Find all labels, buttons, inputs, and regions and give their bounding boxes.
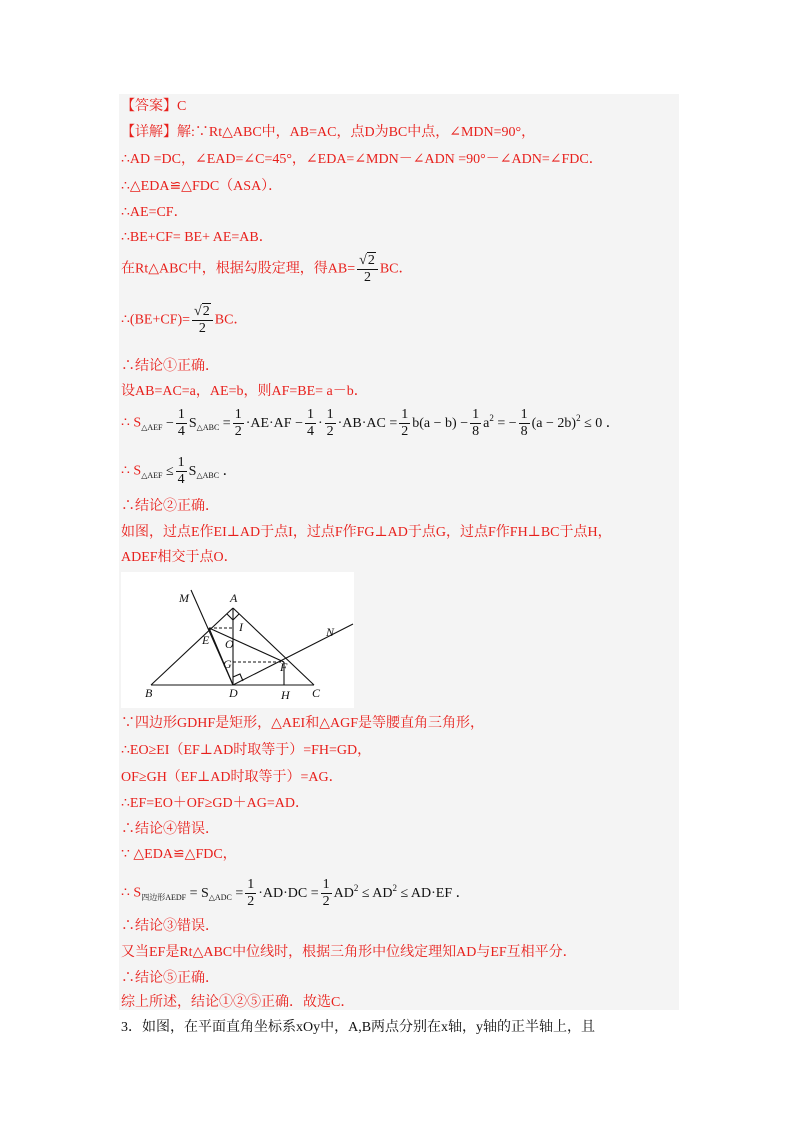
label-i: I xyxy=(239,620,243,634)
answer-line: 【答案】C xyxy=(121,99,187,114)
pythagoras-text: 在Rt△ABC中，根据勾股定理，得AB= xyxy=(121,261,356,277)
sum-line xyxy=(121,305,247,336)
label-e: E xyxy=(202,633,210,647)
label-a: A xyxy=(230,591,238,605)
pythagoras-line xyxy=(121,254,413,285)
quadrilateral-area-line: ∴ $S_{四边形AEDF} = S_{\triangle ADC}$ = $\frac{1}{2}$ ·AD·DC = $\frac{1}{2}$ $AD^2 \le AD^2 \le AD\cdot EF$ ． xyxy=(121,877,470,909)
construction-line-2: ADEF相交于点O． xyxy=(121,550,238,565)
label-g: G xyxy=(223,657,232,671)
explanation-line-2: ∴AD =DC，∠EAD=∠C=45°，∠EDA=∠MDN－∠ADN =90°－∠ADN=∠FDC． xyxy=(121,152,603,167)
label-c: C xyxy=(312,686,321,700)
label-b: B xyxy=(145,686,153,700)
label-m: M xyxy=(179,591,189,605)
area-inequality-line: ∴ $S_{\triangle AEF}$ − $\frac{1}{4}$ $S_{\triangle ABC}$ = $\frac{1}{2}$ ·AE·AF − $\frac{1}{4}$ · $\frac{1}{2}$ ·AB·AC = $\frac{1}{2}$ b(a − b) − $\frac{1}{8}$ $a^2$ = − $\frac{1}{8}$ $(a - 2b)^2 \le 0$ ． xyxy=(121,407,620,439)
conclusion-1: ∴结论①正确． xyxy=(121,359,219,374)
conclusion-2: ∴结论②正确． xyxy=(121,499,219,514)
rectangle-line: ∵四边形GDHF是矩形，△AEI和△AGF是等腰直角三角形， xyxy=(121,716,484,731)
area-inequality-result: ∴ $S_{\triangle AEF}$ ≤ $\frac{1}{4}$ $S_{\triangle ABC}$ ． xyxy=(121,455,237,487)
explanation-line-1: 【详解】解:∵Rt△ABC中，AB=AC，点D为BC中点，∠MDN=90°， xyxy=(121,125,536,140)
sum-text: ∴(BE+CF)= xyxy=(121,312,191,328)
conclusion-4: ∴结论④错误． xyxy=(121,822,219,837)
label-n: N xyxy=(326,625,335,639)
sum-tail: BC． xyxy=(214,312,248,328)
label-f: F xyxy=(280,660,288,674)
geometry-figure xyxy=(121,572,354,708)
inequality-ef: ∴EF=EO＋OF≥GD＋AG=AD． xyxy=(121,796,309,811)
question-3: 3．如图，在平面直角坐标系xOy中，A,B两点分别在x轴，y轴的正半轴上，且 xyxy=(121,1020,596,1035)
midline-line: 又当EF是Rt△ABC中位线时，根据三角形中位线定理知AD与EF互相平分． xyxy=(121,945,577,960)
explanation-line-5: ∴BE+CF= BE+ AE=AB． xyxy=(121,230,273,245)
congruence-line: ∵ △EDA≌△FDC， xyxy=(121,847,237,862)
summary-line: 综上所述，结论①②⑤正确．故选C． xyxy=(121,995,355,1010)
explanation-line-4: ∴AE=CF． xyxy=(121,205,188,220)
sqrt2-over-2-fraction-2: $\frac{√2}{2}$ xyxy=(192,305,213,336)
sqrt2-over-2-fraction: $\frac{√2}{2}$ xyxy=(357,254,378,285)
assumption-line: 设AB=AC=a，AE=b，则AF=BE= a－b． xyxy=(121,384,368,399)
conclusion-3: ∴结论③错误． xyxy=(121,919,219,934)
inequality-eo: ∴EO≥EI（EF⊥AD时取等于）=FH=GD， xyxy=(121,743,372,758)
construction-line: 如图，过点E作EI⊥AD于点I，过点F作FG⊥AD于点G，过点F作FH⊥BC于点H， xyxy=(121,525,612,540)
label-d: D xyxy=(229,686,238,700)
explanation-line-3: ∴△EDA≌△FDC（ASA）． xyxy=(121,179,283,194)
conclusion-5: ∴结论⑤正确． xyxy=(121,971,219,986)
inequality-of: OF≥GH（EF⊥AD时取等于）=AG． xyxy=(121,770,343,785)
label-o: O xyxy=(225,637,234,651)
label-h: H xyxy=(281,688,290,702)
pythagoras-tail: BC． xyxy=(379,261,413,277)
